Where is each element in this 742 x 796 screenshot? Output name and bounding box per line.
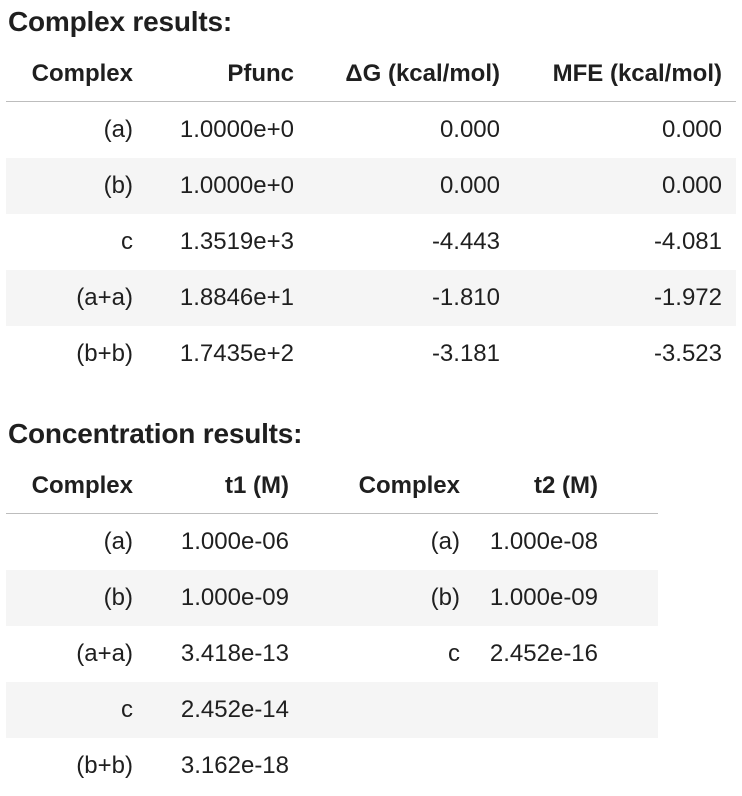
table-row xyxy=(6,514,658,571)
column-header-delta-g: ΔG (kcal/mol) xyxy=(308,47,514,102)
cell-pfunc: 1.0000e+0 xyxy=(179,116,294,143)
cell-pfunc: 1.7435e+2 xyxy=(179,340,294,367)
cell-complex-t1: (a) xyxy=(103,528,133,555)
column-header-spacer xyxy=(612,459,658,514)
table-row xyxy=(6,682,658,738)
cell-pfunc: 1.0000e+0 xyxy=(147,158,308,214)
column-header-t2: t2 (M) xyxy=(474,459,612,514)
table-row xyxy=(6,102,736,159)
cell-spacer xyxy=(612,514,658,571)
table-row xyxy=(6,570,658,626)
cell-complex-t1: (b) xyxy=(6,570,147,626)
cell-t2 xyxy=(474,738,612,794)
cell-t2: 1.000e-09 xyxy=(474,570,612,626)
cell-t2: 1.000e-08 xyxy=(489,528,598,555)
column-header-t1: t1 (M) xyxy=(147,459,303,514)
column-header-mfe: MFE (kcal/mol) xyxy=(514,47,736,102)
cell-t1: 3.418e-13 xyxy=(180,640,289,667)
cell-delta-g: 0.000 xyxy=(308,158,514,214)
cell-delta-g: 0.000 xyxy=(439,116,500,143)
cell-t1: 2.452e-14 xyxy=(147,682,303,738)
table-row xyxy=(6,738,658,794)
cell-complex-t1: (b+b) xyxy=(76,752,133,779)
table-header-row xyxy=(6,47,736,102)
cell-delta-g: -4.443 xyxy=(431,228,500,255)
cell-t1: 3.162e-18 xyxy=(180,752,289,779)
cell-mfe: 0.000 xyxy=(661,116,722,143)
cell-complex: c xyxy=(121,228,133,255)
cell-complex-t1: (a+a) xyxy=(76,640,133,667)
cell-t2 xyxy=(474,682,612,738)
column-header-complex-t1: Complex xyxy=(6,459,147,514)
table-header-row xyxy=(6,459,658,514)
cell-t1: 1.000e-09 xyxy=(147,570,303,626)
cell-mfe: -4.081 xyxy=(653,228,722,255)
cell-spacer xyxy=(612,738,658,794)
cell-complex-t2: (b) xyxy=(303,570,474,626)
table-row xyxy=(6,326,736,382)
complex-results-table xyxy=(6,47,736,382)
table-row xyxy=(6,158,736,214)
table-row xyxy=(6,270,736,326)
cell-mfe: 0.000 xyxy=(514,158,736,214)
concentration-results-table xyxy=(6,459,658,794)
cell-complex-t2: (a) xyxy=(430,528,460,555)
cell-complex-t2: c xyxy=(448,640,460,667)
table-row xyxy=(6,214,736,270)
complex-results-title: Complex results: xyxy=(8,6,232,37)
cell-pfunc: 1.3519e+3 xyxy=(179,228,294,255)
cell-complex-t1: c xyxy=(6,682,147,738)
cell-mfe: -3.523 xyxy=(653,340,722,367)
cell-t1: 1.000e-06 xyxy=(180,528,289,555)
cell-mfe: -1.972 xyxy=(514,270,736,326)
cell-complex: (a) xyxy=(103,116,133,143)
cell-t2: 2.452e-16 xyxy=(489,640,598,667)
cell-delta-g: -1.810 xyxy=(308,270,514,326)
cell-complex: (b+b) xyxy=(76,340,133,367)
cell-spacer xyxy=(612,626,658,682)
cell-pfunc: 1.8846e+1 xyxy=(147,270,308,326)
cell-complex: (a+a) xyxy=(6,270,147,326)
cell-complex: (b) xyxy=(6,158,147,214)
cell-complex-t2 xyxy=(303,738,474,794)
column-header-pfunc: Pfunc xyxy=(147,47,308,102)
cell-spacer xyxy=(612,682,658,738)
table-row xyxy=(6,626,658,682)
cell-complex-t2 xyxy=(303,682,474,738)
concentration-results-title: Concentration results: xyxy=(8,418,303,449)
cell-spacer xyxy=(612,570,658,626)
cell-delta-g: -3.181 xyxy=(431,340,500,367)
column-header-complex-t2: Complex xyxy=(303,459,474,514)
column-header-complex: Complex xyxy=(6,47,147,102)
